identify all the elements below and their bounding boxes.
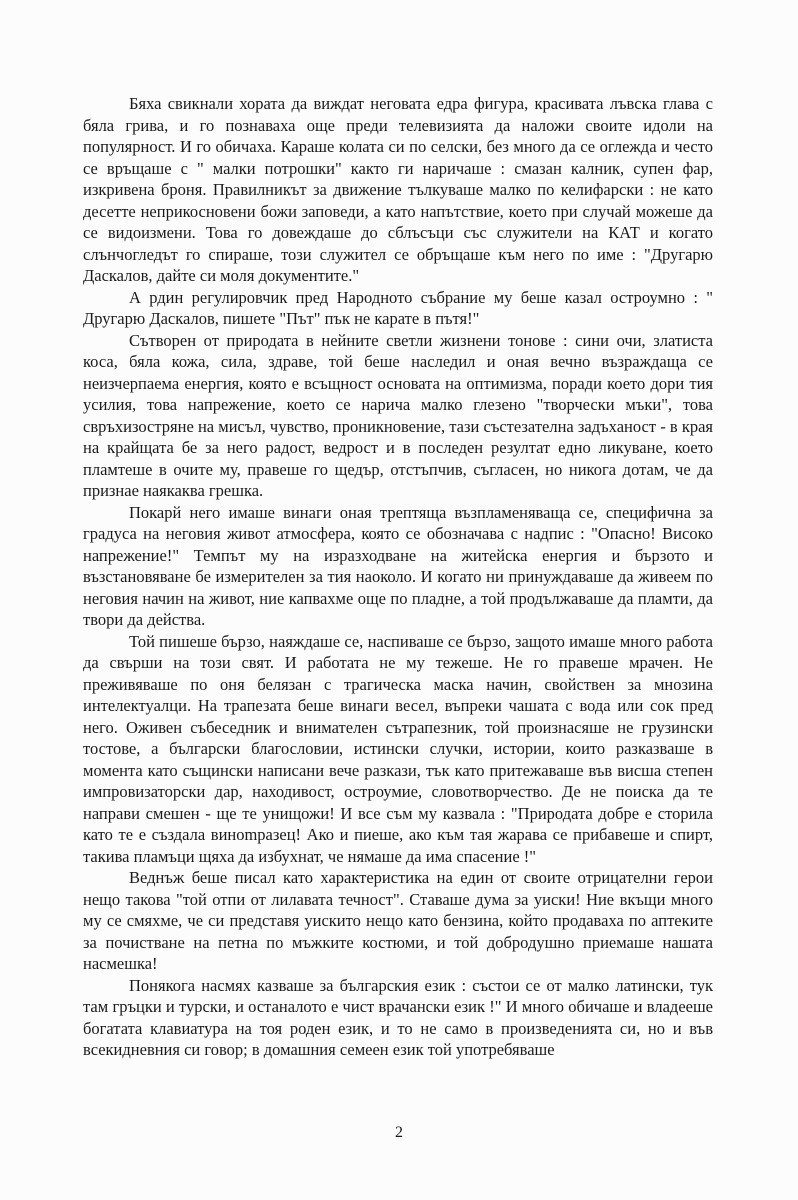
paragraph-3: Сътворен от природата в нейните светли жизнени тонове : сини очи, златиста коса, бяла кожа, сила, здраве, той беше наследил и оная вечно възраждаща се неизчерпаема енергия, която е всъщност основата на оптимизма, поради което дори тия усилия, това напрежение, което се нарича малко глезено "творчески мъки", това свръхизостряне на мисъл, чувство, проникновение, тази състезателна задъханост - в края на крайщата бе за него радост, ведрост и в последен резултат едно ликуване, което пламтеше в очите му, правеше го щедър, отстъпчив, съгласен, но никога дотам, че да признае наякаква грешка. <box>83 330 713 500</box>
paragraph-1: Бяха свикнали хората да виждат неговата едра фигура, красивата лъвска глава с бяла грива, и го познаваха още преди телевизията да наложи своите идоли на популярност. И го обичаха. Караше колата си по селски, без много да се оглежда и често се връщаше с " малки потрошки" както ги наричаше : смазан калник, супен фар, изкривена броня. Правилникът за движение тълкуваше малко по келифарски : не като десетте неприкосновени божи заповеди, а като напътствие, което при случай можеше да се видоизмени. Това го довеждаше до сблъсъци със служители на КАТ и когато слънчогледът го спираше, този служител се обръщаше към него по име : "Другарю Даскалов, дайте си моля документите." <box>83 94 713 285</box>
paragraph-2: А рдин регулировчик пред Народното събрание му беше казал остроумно : " Другарю Даскалов, пишете "Път" пък не карате в пътя!" <box>83 287 713 328</box>
paragraph-5: Той пишеше бързо, наяждаше се, наспиваше се бързо, защото имаше много работа да свърши на този свят. И работата не му тежеше. Не го правеше мрачен. Не преживяваше по оня белязан с трагическа маска начин, свойствен за мнозина интелектуалци. На трапезата беше винаги весел, въпреки чашата с вода или сок пред него. Оживен събеседник и внимателен сътрапезник, той произнасяше не грузински тостове, а български благословии, истински случки, истории, които разказваше в момента като същински написани вече разкази, тък като притежаваше във висша степен импровизаторски дар, находивост, остроумие, словотворчество. Де не поиска да те направи смешен - ще те унищожи! И все съм му казвала : "Природата добре е сторила като те е създала виноmразец! Ако и пиеше, ако към тая жарава се прибавеше и спирт, такива пламъци щяха да избухнат, че нямаше да има спасение !" <box>83 631 713 866</box>
body-text <box>83 93 713 1061</box>
paragraph-4: Покарй него имаше винаги оная трептяща възпламеняваща се, специфична за градуса на неговия живот атмосфера, която се обозначава с надпис : "Опасно! Високо напрежение!" Темпът му на изразходване на житейска енергия и бързото и възстановяване бе измерителен за тия наоколо. И когато ни принуждаваше да живеем по неговия начин на живот, ние капвахме още по пладне, а той продължаваше да пламти, да твори да действа. <box>83 502 713 629</box>
paragraph-7: Понякога насмях казваше за българския език : състои се от малко латински, тук там гръцки и турски, и останалото е чист врачански език !" И много обичаше и владееше богатата клавиатура на тоя роден език, и то не само в произведенията си, но и във всекидневния си говор; в домашния семеен език той употребяваше <box>83 975 713 1059</box>
paragraph-6: Веднъж беше писал като характеристика на един от своите отрицателни герои нещо такова "той отпи от лилавата течност". Ставаше дума за уиски! Ние вкъщи много му се смяхме, че си представя уискито нещо като бензина, който продаваха по аптеките за почистване на петна по мъжките костюми, и той добродушно приемаше нашата насмешка! <box>83 868 713 973</box>
page-number: 2 <box>395 1124 403 1141</box>
